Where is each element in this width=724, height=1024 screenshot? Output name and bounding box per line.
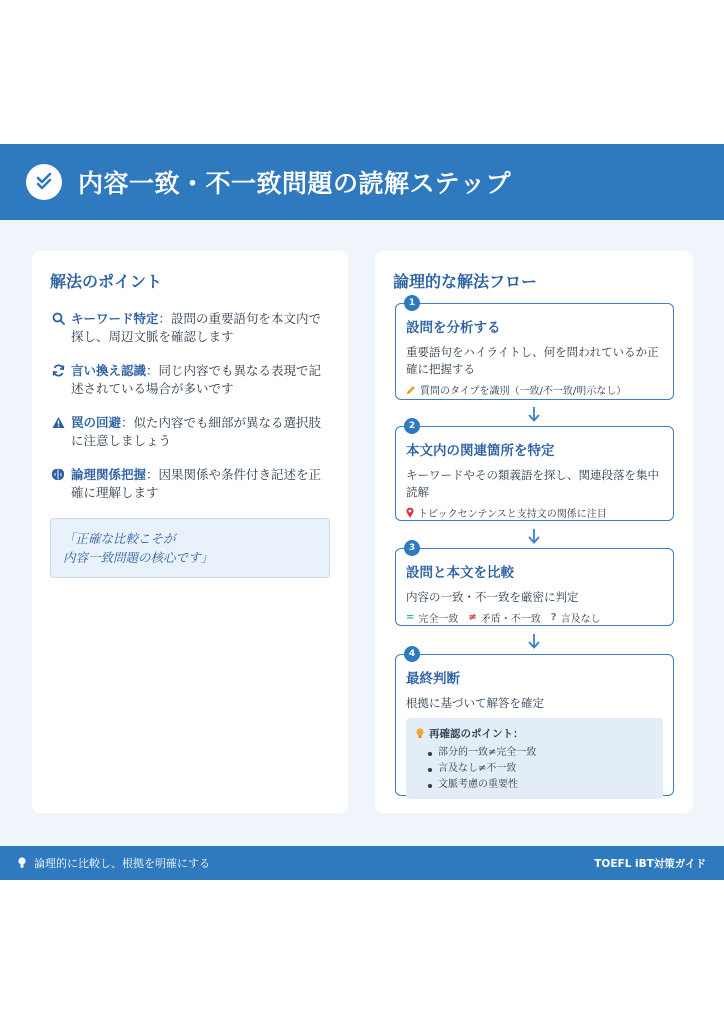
- brain-icon: [50, 468, 66, 481]
- point-paraphrase-body: ：同じ内容でも異なる表現で記述されている場合が多いです: [71, 363, 322, 396]
- key-quote: [50, 518, 330, 578]
- question-icon: ?: [550, 612, 557, 623]
- page-title: 内容一致・不一致問題の読解ステップ: [78, 169, 512, 198]
- main-content: [0, 220, 724, 846]
- solution-flow-card: [375, 251, 693, 813]
- step-number-badge: 4: [404, 646, 420, 662]
- point-trap-head: 罠の回避: [71, 415, 122, 430]
- equal-icon: =: [406, 612, 415, 623]
- point-trap-body: ：似た内容でも細部が異なる選択肢に注意しましょう: [71, 415, 322, 448]
- lightbulb-icon: [18, 857, 26, 869]
- point-trap: [50, 414, 330, 450]
- solution-points-card: [32, 251, 348, 813]
- page-footer: [0, 846, 724, 880]
- refresh-icon: [50, 364, 66, 377]
- footer-tip: [18, 855, 210, 871]
- footer-guide-label: TOEFL iBT対策ガイド: [594, 857, 706, 870]
- footer-tip-text: 論理的に比較し、根拠を明確にする: [34, 857, 210, 870]
- pencil-icon: [406, 385, 416, 395]
- step-number-badge: 2: [404, 418, 420, 434]
- point-paraphrase-head: 言い換え認識: [71, 363, 147, 378]
- point-paraphrase: [50, 362, 330, 398]
- point-keyword-head: キーワード特定: [71, 311, 159, 326]
- point-logic: [50, 466, 330, 502]
- flow-step-2: [395, 421, 674, 521]
- list-item: 言及なし≠不一致: [428, 761, 653, 777]
- step-title: 設問と本文を比較: [406, 565, 514, 581]
- step-title: 設問を分析する: [406, 320, 501, 336]
- step-number-badge: 1: [404, 295, 420, 311]
- step-title: 本文内の関連箇所を特定: [406, 443, 555, 459]
- point-logic-head: 論理関係把握: [71, 467, 147, 482]
- check-badge-icon: [26, 164, 62, 200]
- review-heading-text: 再確認のポイント：: [429, 728, 524, 740]
- map-pin-icon: [406, 507, 414, 518]
- mismatch-label: 矛盾・不一致: [480, 614, 541, 625]
- comparison-legend: [406, 610, 663, 625]
- step-description: 重要語句をハイライトし、何を問われているか正確に把握する: [406, 345, 659, 376]
- step-description: 内容の一致・不一致を厳密に判定: [406, 590, 579, 604]
- not-equal-icon: ≠: [468, 612, 477, 623]
- match-label: 完全一致: [418, 614, 459, 625]
- step-note: [406, 382, 663, 397]
- solution-flow-title: 論理的な解法フロー: [393, 272, 538, 291]
- step-note-text: トピックセンテンスと支持文の関係に注目: [418, 509, 607, 520]
- review-list: [416, 745, 653, 793]
- search-icon: [50, 312, 66, 325]
- lightbulb-icon: [416, 728, 424, 739]
- point-logic-body: ：因果関係や条件付き記述を正確に理解します: [71, 467, 322, 500]
- step-description: 根拠に基づいて解答を確定: [406, 696, 544, 710]
- warning-icon: [50, 416, 66, 429]
- list-item: 部分的一致≠完全一致: [428, 745, 653, 761]
- solution-points-title: 解法のポイント: [50, 272, 163, 291]
- review-heading: [416, 726, 653, 741]
- step-title: 最終判断: [406, 671, 460, 687]
- not-mentioned-label: 言及なし: [560, 614, 601, 625]
- review-box: [406, 718, 663, 799]
- key-quote-line1: 「正確な比較こそが: [63, 531, 176, 546]
- flow-step-4: [395, 649, 674, 796]
- flow-step-1: [395, 298, 674, 400]
- list-item: 文脈考慮の重要性: [428, 777, 653, 793]
- step-note-text: 質問のタイプを識別（一致/不一致/明示なし）: [420, 386, 627, 397]
- key-quote-line2: 内容一致問題の核心です」: [63, 550, 214, 565]
- step-description: キーワードやその類義語を探し、関連段落を集中読解: [406, 468, 659, 499]
- page-header: [0, 144, 724, 220]
- arrow-down-icon: [527, 528, 541, 544]
- flow-step-3: [395, 543, 674, 626]
- point-keyword-body: ：設問の重要語句を本文内で探し、周辺文脈を確認します: [71, 311, 322, 344]
- arrow-down-icon: [527, 633, 541, 649]
- arrow-down-icon: [527, 406, 541, 422]
- step-number-badge: 3: [404, 540, 420, 556]
- point-keyword: [50, 310, 330, 346]
- step-note: [406, 505, 663, 520]
